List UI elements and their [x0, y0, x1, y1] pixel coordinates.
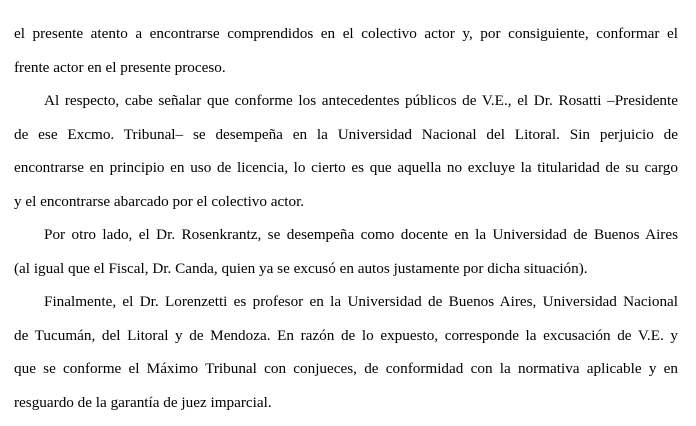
paragraph-1: [14, 24, 678, 91]
paragraph-2: [14, 91, 678, 225]
text-line: y el encontrarse abarcado por el colectivo actor.: [14, 192, 305, 210]
text-line: que se conforme el Máximo Tribunal con conjueces, de conformidad con la normativa aplicable y en: [14, 360, 678, 377]
text-line: Finalmente, el Dr. Lorenzetti es profesor en la Universidad de Buenos Aires, Universidad Nacional: [44, 293, 678, 310]
text-line: Al respecto, cabe señalar que conforme los antecedentes públicos de V.E., el Dr. Rosatti –Presidente: [44, 92, 678, 109]
text-line: el presente atento a encontrarse comprendidos en el colectivo actor y, por consiguiente, conformar el: [14, 25, 678, 42]
text-line: (al igual que el Fiscal, Dr. Canda, quien ya se excusó en autos justamente por dicha situación).: [14, 259, 588, 277]
document-body: [14, 24, 678, 426]
paragraph-3: [14, 225, 678, 292]
text-line: Por otro lado, el Dr. Rosenkrantz, se desempeña como docente en la Universidad de Buenos Aires: [44, 226, 678, 243]
text-line: resguardo de la garantía de juez imparcial.: [14, 393, 272, 411]
paragraph-4: [14, 292, 678, 426]
text-line: de Tucumán, del Litoral y de Mendoza. En razón de lo expuesto, corresponde la excusación de V.E. y: [14, 326, 678, 344]
text-line: de ese Excmo. Tribunal– se desempeña en la Universidad Nacional del Litoral. Sin perjuicio de: [14, 125, 678, 143]
text-line: encontrarse en principio en uso de licencia, lo cierto es que aquella no excluye la titularidad de su cargo: [14, 159, 678, 176]
text-line: frente actor en el presente proceso.: [14, 58, 226, 76]
